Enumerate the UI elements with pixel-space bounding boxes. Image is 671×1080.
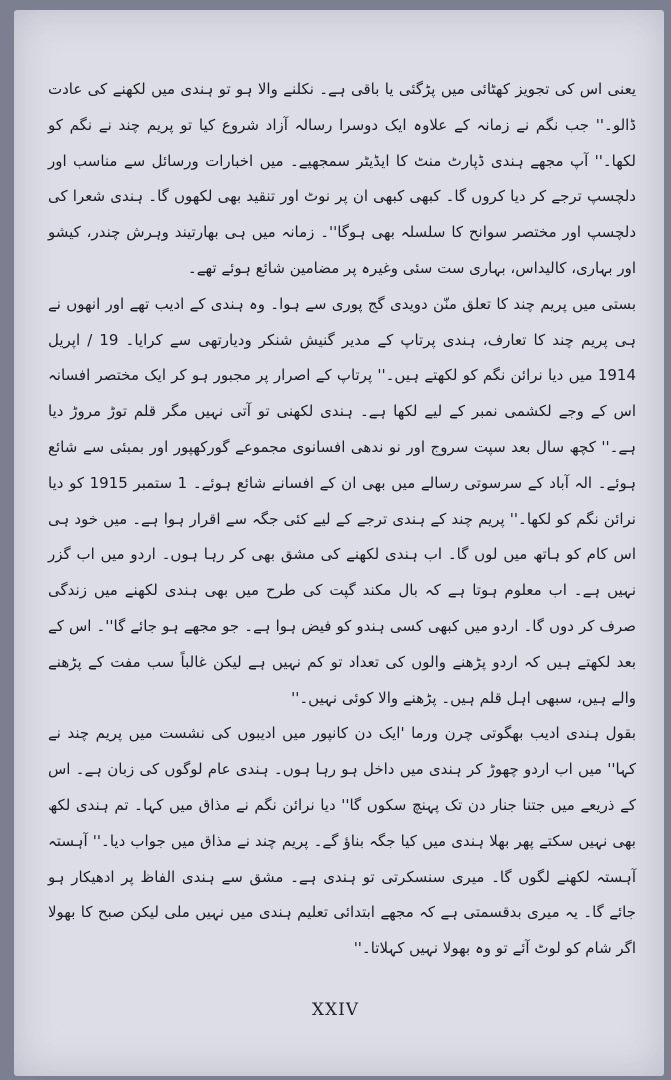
paragraph-2: بستی میں پریم چند کا تعلق منّن دویدی گج پوری سے ہوا۔ وہ ہندی کے ادیب تھے اور انھوں نے ہی پریم چند کا تعارف، ہندی پرتاپ کے مدیر گنیش شنکر ودیارتھی سے کرایا۔ 19 / اپریل 1914 میں دیا نرائن نگم کو لکھتے ہیں۔'' پرتاپ کے اصرار پر مجبور ہو کر ایک مختصر افسانہ اس کے وجے لکشمی نمبر کے لیے لکھا ہے۔ ہندی لکھنی تو آتی نہیں مگر قلم توڑ مروڑ دیا ہے۔'' کچھ سال بعد سپت سروج اور نو ندھی افسانوی مجموعے گورکھپور اور بمبئی سے شائع ہوئے۔ الہ آباد کے سرسوتی رسالے میں بھی ان کے افسانے شائع ہوئے۔ 1 ستمبر 1915 کو دیا نرائن نگم کو لکھا۔'' پریم چند کے ہندی ترجے کے لیے کئی جگہ سے اقرار ہوا ہے۔ میں خود ہی اس کام کو ہاتھ میں لوں گا۔ اب ہندی لکھنے کی مشق بھی کر رہا ہوں۔ اردو میں اب گزر نہیں ہے۔ اب معلوم ہوتا ہے کہ بال مکند گپت کی طرح میں بھی ہندی لکھنے میں زندگی صرف کر دوں گا۔ اردو میں کبھی کسی ہندو کو فیض ہوا ہے۔ جو مجھے ہو جائے گا''۔ اس کے بعد لکھتے ہیں کہ اردو پڑھنے والوں کی تعداد تو کم نہیں ہے لیکن غالباً سب مفت کے پڑھنے والے ہیں، سبھی اہل قلم ہیں۔ پڑھنے والا کوئی نہیں۔'' — [48, 294, 636, 707]
page-number: XXIV — [311, 1000, 360, 1020]
paragraph-1: یعنی اس کی تجویز کھٹائی میں پڑگئی یا باقی ہے۔ نکلنے والا ہو تو ہندی میں لکھنے کی عادت ڈالو۔'' جب نگم نے زمانہ کے علاوہ ایک دوسرا رسالہ آزاد شروع کیا تو پریم چند نے نگم کو لکھا۔'' آپ مجھے ہندی ڈپارٹ منٹ کا ایڈیٹر سمجھیے۔ میں اخبارات ورسائل سے مناسب اور دلچسپ ترجے کر دیا کروں گا۔ کبھی کبھی ان پر نوٹ اور تنقید بھی لکھوں گا۔ ہندی شعرا کی دلچسپ اور مختصر سوانح کا سلسلہ بھی ہوگا''۔ زمانہ میں ہی بھارتیند وہرش چندر، کیشو اور بہاری، کالیداس، بہاری ست سئی وغیرہ پر مضامین شائع ہوئے تھے۔ — [48, 80, 636, 277]
book-page — [14, 10, 664, 1076]
paragraph-3: بقول ہندی ادیب بھگوتی چرن ورما 'ایک دن کانپور میں ادیبوں کی نشست میں پریم چند نے کہا'' میں اب اردو چھوڑ کر ہندی میں داخل ہو رہا ہوں۔ ہندی عام لوگوں کی زبان ہے۔ اس کے ذریعے میں جتنا جنار دن تک پہنچ سکوں گا'' دیا نرائن نگم نے مذاق میں کہا۔ تم ہندی لکھ بھی نہیں سکتے پھر بھلا ہندی میں کیا جگہ بناؤ گے۔ پریم چند نے مذاق میں جواب دیا۔'' آہستہ آہستہ لکھنے لگوں گا۔ میری سنسکرتی تو ہندی ہے۔ مشق سے ہندی الفاظ پر ادھیکار ہو جائے گا۔ یہ میری بدقسمتی ہے کہ مجھے ابتدائی تعلیم ہندی میں نہیں ملی لیکن صبح کا بھولا اگر شام کو لوٹ آئے تو وہ بھولا نہیں کہلاتا۔'' — [48, 724, 636, 958]
page-body — [48, 72, 636, 967]
